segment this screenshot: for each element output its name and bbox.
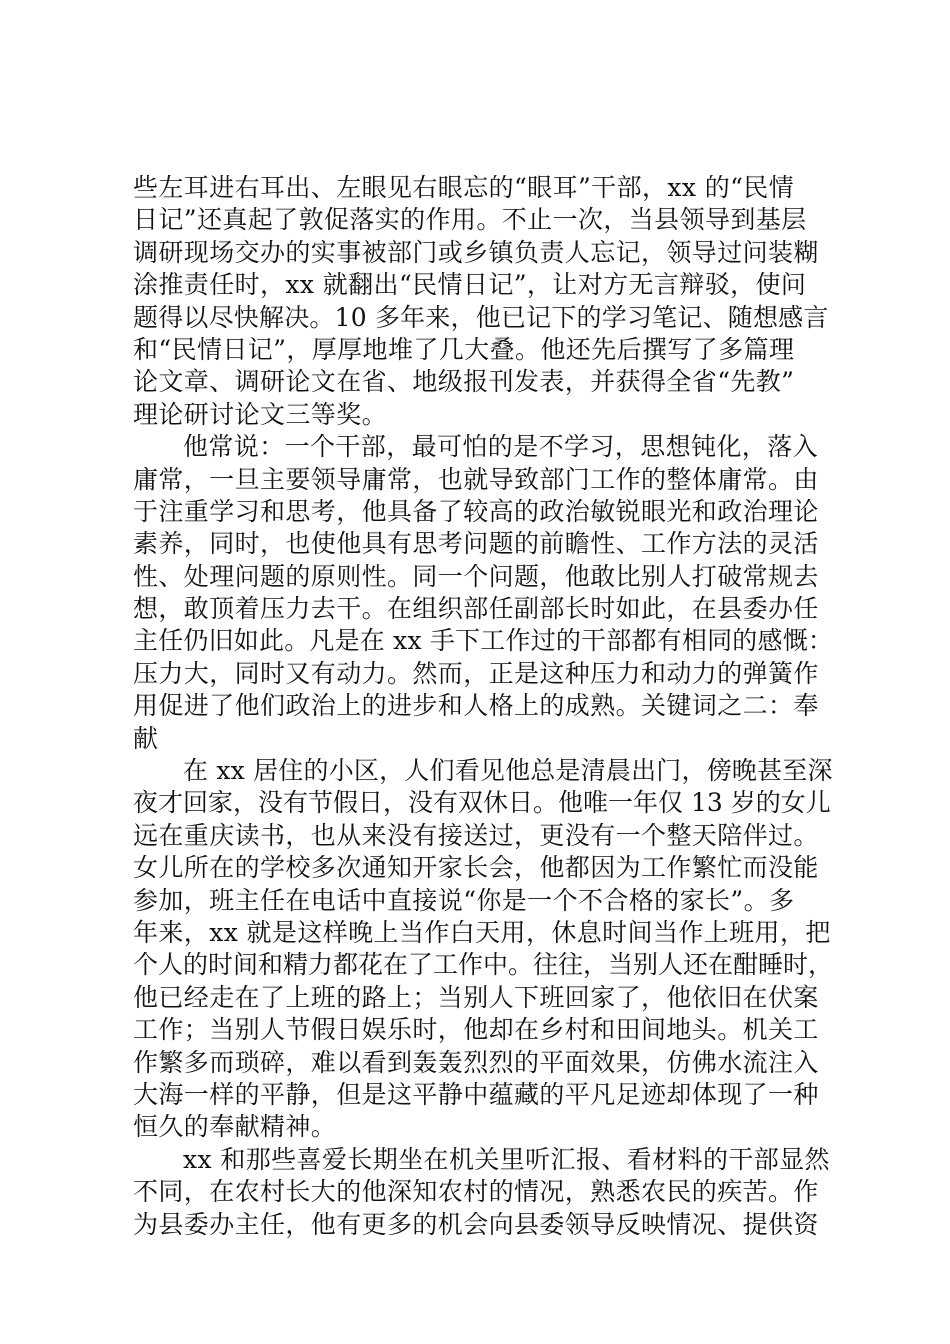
text-line: 恒久的奉献精神。 (133, 1112, 337, 1142)
text-line: 为县委办主任，他有更多的机会向县委领导反映情况、提供资 (133, 1209, 819, 1239)
text-line: 涂推责任时，xx 就翻出“民情日记”，让对方无言辩驳，使问 (133, 270, 807, 300)
text-line: 和“民情日记”，厚厚地堆了几大叠。他还先后撰写了多篇理 (133, 334, 795, 364)
text-line: 远在重庆读书，也从来没有接送过，更没有一个整天陪伴过。 (133, 820, 819, 850)
text-line: 在 xx 居住的小区，人们看见他总是清晨出门，傍晚甚至深 (183, 756, 833, 786)
text-line: 性、处理问题的原则性。同一个问题，他敢比别人打破常规去 (133, 561, 819, 591)
text-line: 日记”还真起了敦促落实的作用。不止一次，当县领导到基层 (133, 205, 807, 235)
text-line: 参加，班主任在电话中直接说“你是一个不合格的家长”。多 (133, 885, 795, 915)
body-text (133, 172, 833, 1241)
text-line: 女儿所在的学校多次通知开家长会，他都因为工作繁忙而没能 (133, 853, 819, 883)
text-line: 不同，在农村长大的他深知农村的情况，熟悉农民的疾苦。作 (133, 1177, 819, 1207)
text-line: 素养，同时，也使他具有思考问题的前瞻性、工作方法的灵活 (133, 529, 819, 559)
text-line: 夜才回家，没有节假日，没有双休日。他唯一年仅 13 岁的女儿 (133, 788, 831, 818)
text-line: 作繁多而琐碎，难以看到轰轰烈烈的平面效果，仿佛水流注入 (133, 1047, 819, 1077)
text-line: 调研现场交办的实事被部门或乡镇负责人忘记，领导过问装糊 (133, 237, 819, 267)
text-line: xx 和那些喜爱长期坐在机关里听汇报、看材料的干部显然 (183, 1144, 830, 1174)
text-line: 大海一样的平静，但是这平静中蕴藏的平凡足迹却体现了一种 (133, 1079, 819, 1109)
text-line: 献 (133, 723, 159, 753)
text-line: 论文章、调研论文在省、地级报刊发表，并获得全省“先教” (133, 367, 795, 397)
text-line: 些左耳进右耳出、左眼见右眼忘的“眼耳”干部，xx 的“民情 (133, 173, 795, 202)
text-line: 理论研讨论文三等奖。 (133, 399, 388, 429)
text-line: 庸常，一旦主要领导庸常，也就导致部门工作的整体庸常。由 (133, 464, 819, 494)
text-line: 年来，xx 就是这样晚上当作白天用，休息时间当作上班用，把 (133, 917, 831, 947)
text-line: 他已经走在了上班的路上；当别人下班回家了，他依旧在伏案 (133, 982, 819, 1012)
text-line: 他常说：一个干部，最可怕的是不学习，思想钝化，落入 (183, 432, 819, 462)
text-line: 个人的时间和精力都花在了工作中。往往，当别人还在酣睡时， (133, 950, 834, 980)
text-line: 想，敢顶着压力去干。在组织部任副部长时如此，在县委办任 (133, 594, 819, 624)
text-line: 工作；当别人节假日娱乐时，他却在乡村和田间地头。机关工 (133, 1015, 819, 1045)
text-line: 主任仍旧如此。凡是在 xx 手下工作过的干部都有相同的感慨： (133, 626, 834, 656)
text-line: 于注重学习和思考，他具备了较高的政治敏锐眼光和政治理论 (133, 496, 819, 526)
text-line: 用促进了他们政治上的进步和人格上的成熟。关键词之二：奉 (133, 691, 819, 721)
text-line: 压力大，同时又有动力。然而，正是这种压力和动力的弹簧作 (133, 658, 819, 688)
text-line: 题得以尽快解决。10 多年来，他已记下的学习笔记、随想感言 (133, 302, 829, 332)
